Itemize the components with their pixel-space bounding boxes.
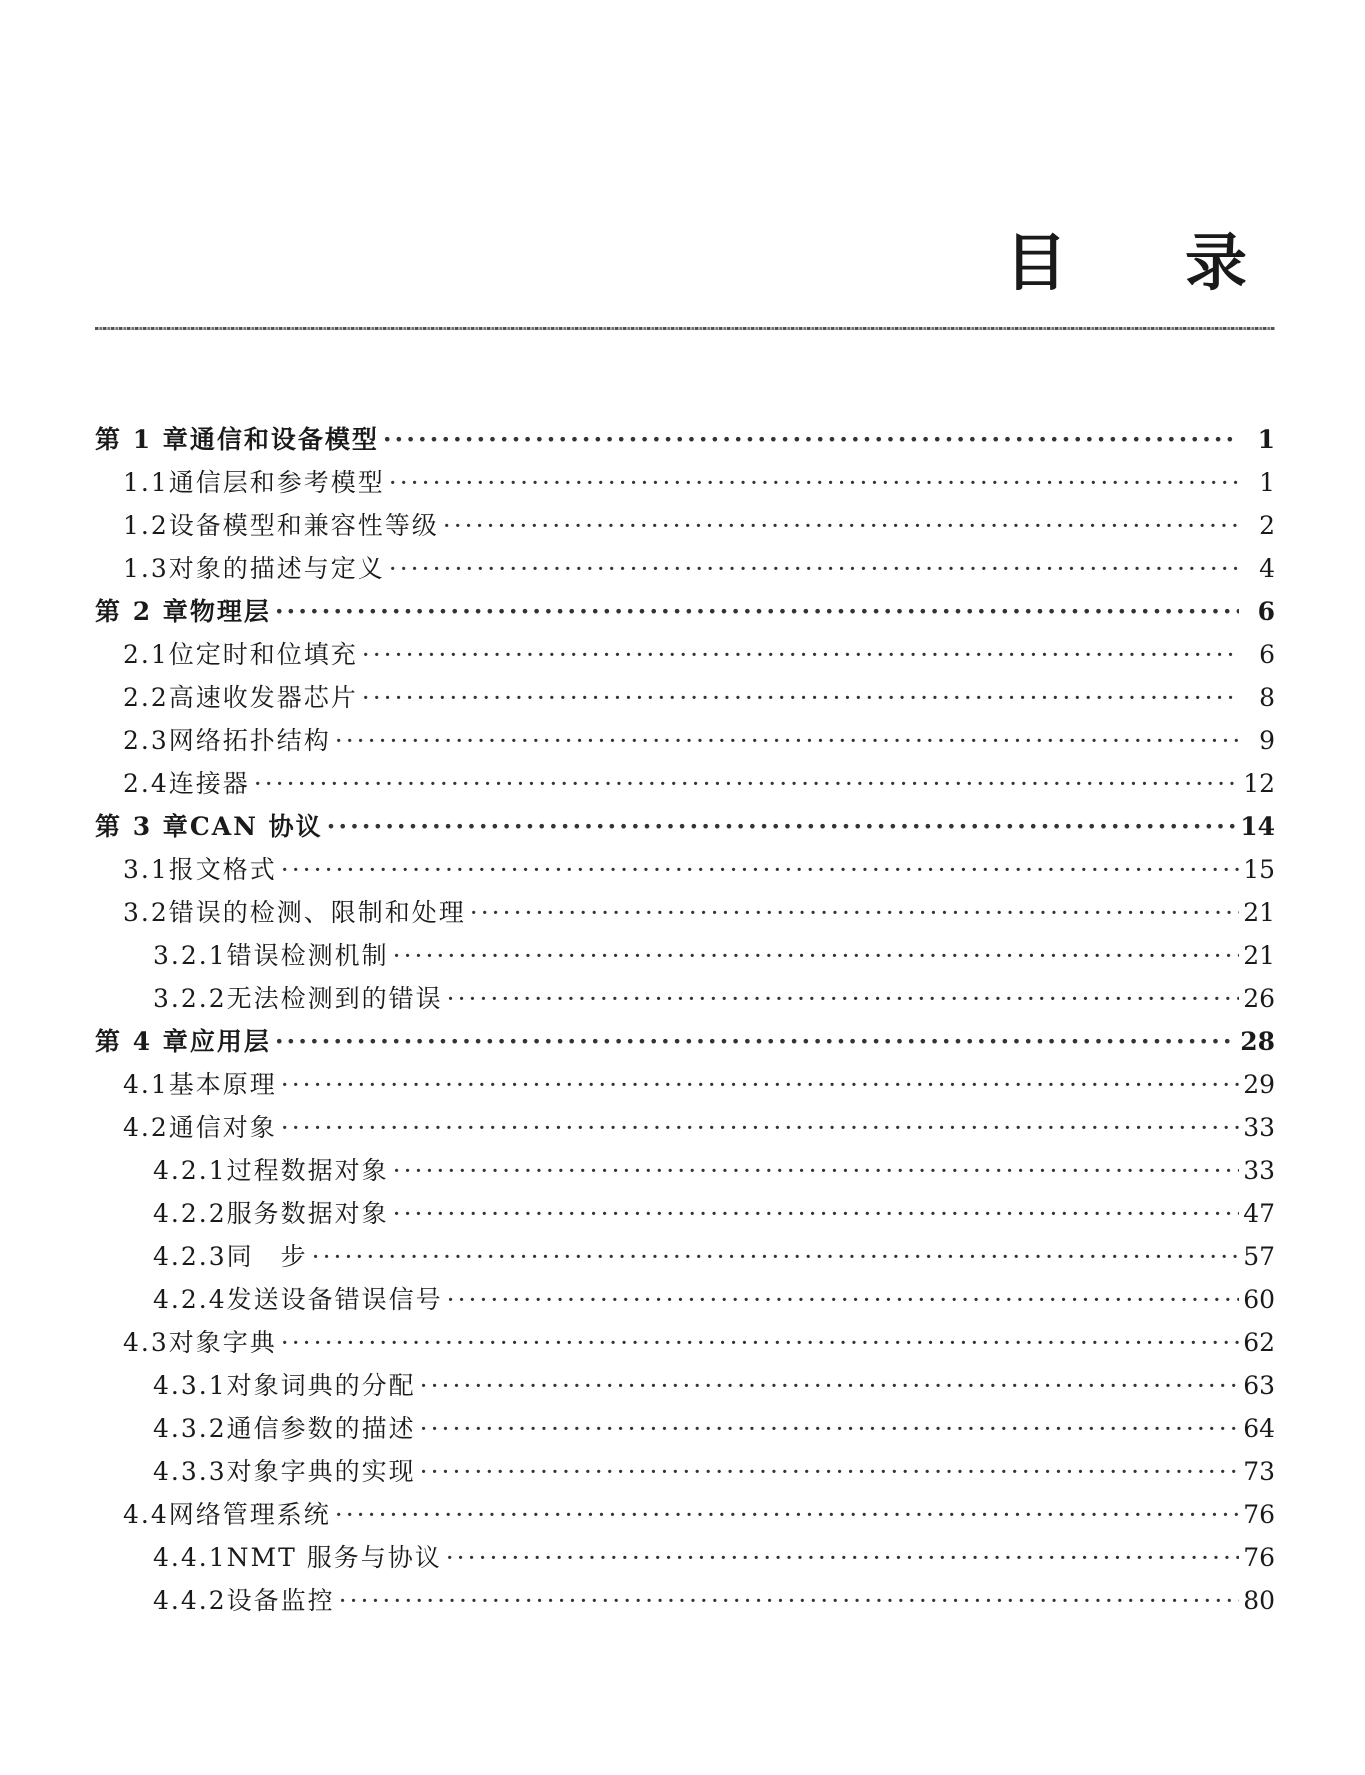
toc-entry-number: 4.4.2: [153, 1586, 227, 1615]
toc-entry-title: 设备监控: [226, 1586, 335, 1615]
title-char-2: 录: [1184, 226, 1247, 299]
toc-entry-page: 4: [1259, 554, 1275, 583]
toc-leader-dots: [362, 640, 1239, 669]
toc-entry-number: 1.3: [123, 554, 169, 583]
toc-entry-title: 错误检测机制: [226, 941, 389, 970]
toc-entry-number: 第 2 章: [95, 597, 190, 626]
toc-entry-number: 2.4: [123, 769, 169, 798]
toc-entry[interactable]: [95, 1452, 1275, 1495]
toc-leader-dots: [312, 1242, 1239, 1271]
toc-entry[interactable]: [95, 592, 1275, 635]
toc-entry-page: 21: [1243, 898, 1275, 927]
toc-entry-title: NMT 服务与协议: [226, 1543, 442, 1572]
toc-entry-title: 对象字典: [168, 1328, 277, 1357]
toc-leader-dots: [281, 1070, 1239, 1099]
toc-entry-title: 过程数据对象: [226, 1156, 389, 1185]
toc-entry-page: 47: [1243, 1199, 1275, 1228]
toc-entry-title: 对象词典的分配: [226, 1371, 416, 1400]
toc-entry-number: 2.1: [123, 640, 169, 669]
toc-entry[interactable]: [95, 1151, 1275, 1194]
toc-entry[interactable]: [95, 549, 1275, 592]
toc-entry-page: 28: [1240, 1027, 1275, 1056]
toc-entry[interactable]: [95, 764, 1275, 807]
toc-leader-dots: [393, 1156, 1239, 1185]
toc-entry-number: 4.4.1: [153, 1543, 227, 1572]
toc-entry[interactable]: [95, 1280, 1275, 1323]
toc-entry-title: 对象字典的实现: [226, 1457, 416, 1486]
toc-entry-number: 1.2: [123, 511, 169, 540]
toc-entry-number: 第 3 章: [95, 812, 190, 841]
toc-leader-dots: [254, 769, 1239, 798]
toc-entry[interactable]: [95, 893, 1275, 936]
toc-entry-page: 60: [1243, 1285, 1275, 1314]
toc-entry-title: 错误的检测、限制和处理: [168, 898, 466, 927]
toc-entry[interactable]: [95, 1409, 1275, 1452]
toc-leader-dots: [420, 1371, 1239, 1400]
toc-entry-page: 26: [1243, 984, 1275, 1013]
toc-leader-dots: [389, 468, 1239, 497]
toc-entry-title: 基本原理: [168, 1070, 277, 1099]
toc-leader-dots: [443, 511, 1239, 540]
toc-entry-title: 无法检测到的错误: [226, 984, 443, 1013]
toc-entry-title: 通信层和参考模型: [168, 468, 385, 497]
toc-entry[interactable]: [95, 1581, 1275, 1624]
toc-entry-title: 连接器: [168, 769, 250, 798]
toc-entry[interactable]: [95, 463, 1275, 506]
toc-entry-number: 4.3.3: [153, 1457, 227, 1486]
toc-entry-title: 位定时和位填充: [168, 640, 358, 669]
toc-entry-number: 4.3.1: [153, 1371, 227, 1400]
toc-entry-title: 报文格式: [168, 855, 277, 884]
toc-leader-dots: [383, 425, 1239, 454]
toc-entry[interactable]: [95, 1323, 1275, 1366]
toc-entry[interactable]: [95, 635, 1275, 678]
toc-entry[interactable]: [95, 1538, 1275, 1581]
toc-leader-dots: [362, 683, 1239, 712]
toc-entry-page: 57: [1243, 1242, 1275, 1271]
toc-entry[interactable]: [95, 1495, 1275, 1538]
toc-leader-dots: [339, 1586, 1239, 1615]
toc-entry-number: 3.2: [123, 898, 169, 927]
toc-entry-title: 发送设备错误信号: [226, 1285, 443, 1314]
toc-entry[interactable]: [95, 506, 1275, 549]
toc-entry-title: 服务数据对象: [226, 1199, 389, 1228]
title-char-1: 目: [1004, 226, 1067, 299]
toc-entry-title: 网络拓扑结构: [168, 726, 331, 755]
toc-entry-number: 4.1: [123, 1070, 169, 1099]
toc-leader-dots: [420, 1414, 1239, 1443]
toc-entry-title: 网络管理系统: [168, 1500, 331, 1529]
toc-entry-page: 2: [1259, 511, 1275, 540]
toc-entry[interactable]: [95, 807, 1275, 850]
toc-entry[interactable]: [95, 936, 1275, 979]
toc-leader-dots: [420, 1457, 1239, 1486]
table-of-contents: [95, 420, 1275, 1624]
toc-leader-dots: [393, 1199, 1239, 1228]
toc-entry-page: 33: [1243, 1156, 1275, 1185]
toc-entry-page: 63: [1243, 1371, 1275, 1400]
toc-entry-title: 通信参数的描述: [226, 1414, 416, 1443]
toc-entry-page: 73: [1243, 1457, 1275, 1486]
toc-entry-number: 3.2.1: [153, 941, 227, 970]
toc-entry[interactable]: [95, 1237, 1275, 1280]
toc-entry-number: 1.1: [123, 468, 169, 497]
toc-leader-dots: [335, 1500, 1239, 1529]
toc-entry-page: 33: [1243, 1113, 1275, 1142]
toc-leader-dots: [275, 1027, 1236, 1056]
toc-entry[interactable]: [95, 420, 1275, 463]
toc-entry-page: 80: [1243, 1586, 1275, 1615]
toc-entry-number: 第 4 章: [95, 1027, 190, 1056]
toc-leader-dots: [281, 855, 1239, 884]
toc-entry-page: 1: [1259, 468, 1275, 497]
toc-leader-dots: [389, 554, 1239, 583]
toc-entry-number: 4.4: [123, 1500, 169, 1529]
toc-entry-number: 3.1: [123, 855, 169, 884]
toc-leader-dots: [275, 597, 1239, 626]
toc-entry-page: 76: [1243, 1500, 1275, 1529]
toc-entry-title: 通信对象: [168, 1113, 277, 1142]
toc-entry[interactable]: [95, 678, 1275, 721]
toc-entry-page: 29: [1243, 1070, 1275, 1099]
toc-entry-number: 2.3: [123, 726, 169, 755]
toc-entry[interactable]: [95, 850, 1275, 893]
toc-leader-dots: [446, 1543, 1239, 1572]
toc-entry-number: 4.2: [123, 1113, 169, 1142]
toc-leader-dots: [470, 898, 1239, 927]
page-title: [1004, 226, 1247, 299]
toc-entry-number: 4.2.4: [153, 1285, 227, 1314]
toc-entry[interactable]: [95, 721, 1275, 764]
toc-entry[interactable]: [95, 979, 1275, 1022]
toc-leader-dots: [281, 1328, 1239, 1357]
toc-entry-number: 2.2: [123, 683, 169, 712]
toc-entry-page: 6: [1257, 597, 1275, 626]
toc-leader-dots: [447, 984, 1239, 1013]
toc-entry-page: 8: [1259, 683, 1275, 712]
toc-entry-page: 21: [1243, 941, 1275, 970]
toc-entry-title: 同 步: [226, 1242, 308, 1271]
title-divider: [95, 327, 1275, 330]
toc-entry-page: 64: [1243, 1414, 1275, 1443]
toc-entry-title: 高速收发器芯片: [168, 683, 358, 712]
toc-entry[interactable]: [95, 1366, 1275, 1409]
toc-entry[interactable]: [95, 1022, 1275, 1065]
toc-leader-dots: [327, 812, 1237, 841]
toc-entry-number: 4.2.3: [153, 1242, 227, 1271]
toc-entry-page: 62: [1243, 1328, 1275, 1357]
toc-entry[interactable]: [95, 1065, 1275, 1108]
toc-entry-title: CAN 协议: [189, 812, 323, 841]
toc-entry-title: 设备模型和兼容性等级: [168, 511, 439, 540]
toc-entry-page: 14: [1240, 812, 1275, 841]
toc-entry-title: 通信和设备模型: [189, 425, 379, 454]
toc-entry-page: 76: [1243, 1543, 1275, 1572]
toc-entry[interactable]: [95, 1108, 1275, 1151]
toc-entry-number: 4.3: [123, 1328, 169, 1357]
toc-entry-title: 对象的描述与定义: [168, 554, 385, 583]
toc-entry-number: 4.3.2: [153, 1414, 227, 1443]
toc-entry-page: 1: [1257, 425, 1275, 454]
toc-entry-number: 第 1 章: [95, 425, 190, 454]
toc-entry-number: 3.2.2: [153, 984, 227, 1013]
toc-entry-page: 6: [1259, 640, 1275, 669]
toc-entry-number: 4.2.1: [153, 1156, 227, 1185]
toc-entry-page: 9: [1259, 726, 1275, 755]
toc-leader-dots: [447, 1285, 1239, 1314]
toc-leader-dots: [335, 726, 1239, 755]
toc-entry[interactable]: [95, 1194, 1275, 1237]
toc-entry-page: 12: [1243, 769, 1275, 798]
toc-entry-title: 应用层: [189, 1027, 271, 1056]
toc-entry-page: 15: [1243, 855, 1275, 884]
toc-entry-number: 4.2.2: [153, 1199, 227, 1228]
toc-leader-dots: [281, 1113, 1239, 1142]
toc-leader-dots: [393, 941, 1239, 970]
toc-entry-title: 物理层: [189, 597, 271, 626]
